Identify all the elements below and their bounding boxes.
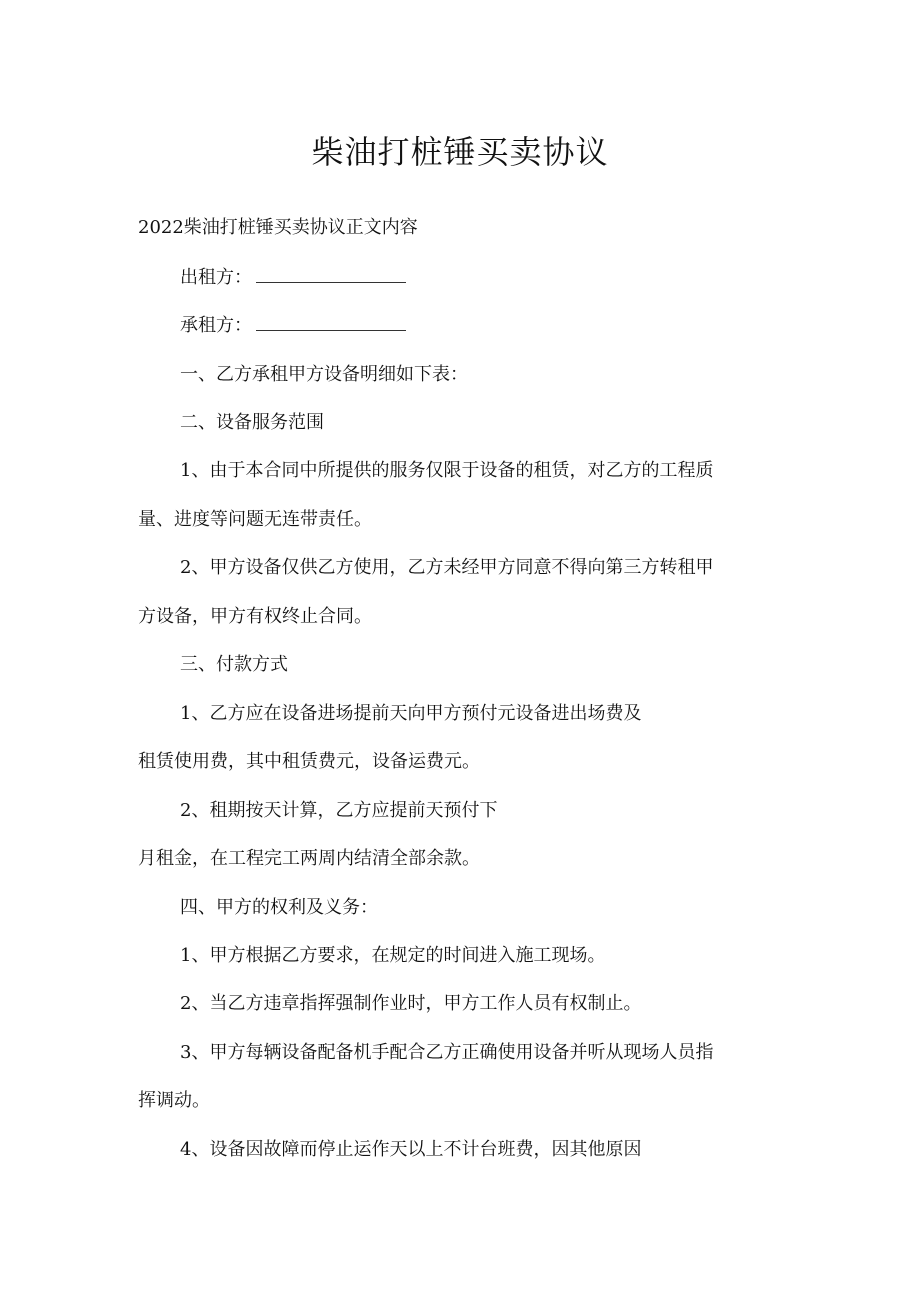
section-heading-3: 三、付款方式 <box>180 654 288 675</box>
paragraph-line: 1、甲方根据乙方要求，在规定的时间进入施工现场。 <box>180 945 606 966</box>
lessor-blank <box>256 264 406 283</box>
paragraph-line: 量、进度等问题无连带责任。 <box>138 509 372 530</box>
paragraph-line: 4、设备因故障而停止运作天以上不计台班费，因其他原因 <box>180 1139 642 1160</box>
paragraph-line: 3、甲方每辆设备配备机手配合乙方正确使用设备并听从现场人员指 <box>180 1042 714 1063</box>
paragraph-line: 1、乙方应在设备进场提前天向甲方预付元设备进出场费及 <box>180 703 642 724</box>
lessor-line <box>180 264 406 292</box>
lessee-line <box>180 312 406 340</box>
section-heading-4: 四、甲方的权利及义务： <box>180 897 378 918</box>
paragraph-line: 挥调动。 <box>138 1090 210 1111</box>
section-heading-1: 一、乙方承租甲方设备明细如下表： <box>180 364 468 385</box>
paragraph-line: 2、甲方设备仅供乙方使用，乙方未经甲方同意不得向第三方转租甲 <box>180 557 714 578</box>
lessee-label: 承租方： <box>180 315 252 336</box>
paragraph-line: 方设备，甲方有权终止合同。 <box>138 606 372 627</box>
paragraph-line: 1、由于本合同中所提供的服务仅限于设备的租赁，对乙方的工程质 <box>180 460 714 481</box>
section-heading-2: 二、设备服务范围 <box>180 412 324 433</box>
document-title: 柴油打桩锤买卖协议 <box>311 133 609 171</box>
document-subtitle: 2022柴油打桩锤买卖协议正文内容 <box>138 217 418 238</box>
lessee-blank <box>256 312 406 331</box>
paragraph-line: 2、当乙方违章指挥强制作业时，甲方工作人员有权制止。 <box>180 993 642 1014</box>
paragraph-line: 2、租期按天计算，乙方应提前天预付下 <box>180 800 498 821</box>
paragraph-line: 月租金，在工程完工两周内结清全部余款。 <box>138 848 480 869</box>
lessor-label: 出租方： <box>180 267 252 288</box>
paragraph-line: 租赁使用费，其中租赁费元，设备运费元。 <box>138 751 480 772</box>
